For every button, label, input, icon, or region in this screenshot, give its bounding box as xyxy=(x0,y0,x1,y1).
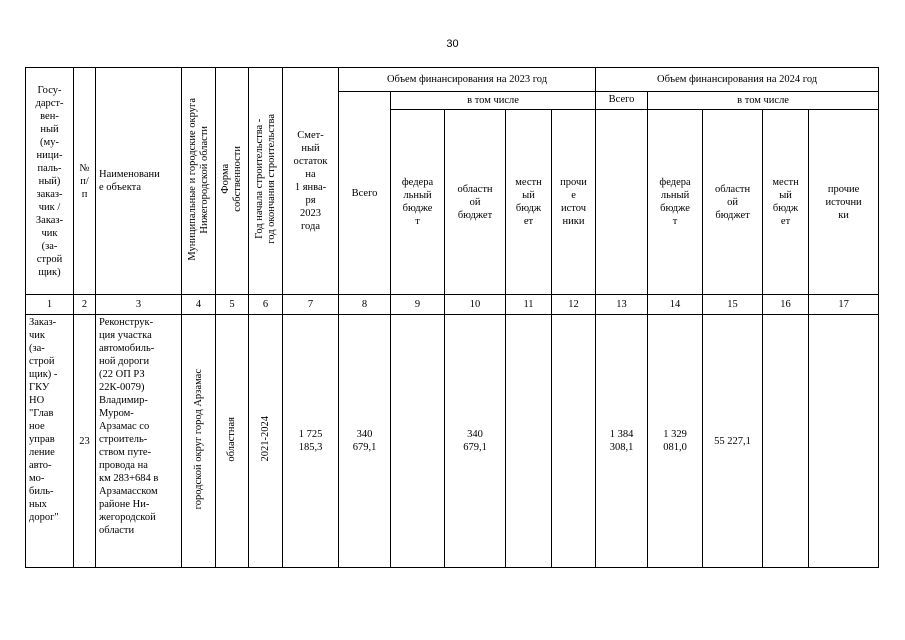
column-number: 15 xyxy=(703,295,763,315)
column-number: 13 xyxy=(596,295,648,315)
cell-remaining: 1 725 185,3 xyxy=(283,315,339,568)
header-total-2024: Всего xyxy=(596,92,648,110)
cell-municipality: городской округ город Арзамас xyxy=(182,315,216,568)
header-remaining: Смет- ный остаток на 1 янва- ря 2023 года xyxy=(283,68,339,295)
header-local-2023: местн ый бюдж ет xyxy=(506,110,552,295)
header-fin-2024: Объем финансирования на 2024 год xyxy=(596,68,879,92)
column-number: 8 xyxy=(339,295,391,315)
header-object-name: Наименовани е объекта xyxy=(96,68,182,295)
header-years: Год начала строительства - год окончания строительства xyxy=(249,68,283,295)
column-number: 12 xyxy=(552,295,596,315)
column-number: 16 xyxy=(763,295,809,315)
header-other-2024: прочие источни ки xyxy=(809,110,879,295)
cell-other-2023 xyxy=(552,315,596,568)
header-customer: Госу- дарст- вен- ный (му- ници- паль- ный) заказ- чик / Заказ- чик (за- строй щик) xyxy=(26,68,74,295)
cell-regional-2024: 55 227,1 xyxy=(703,315,763,568)
cell-total-2024: 1 384 308,1 xyxy=(596,315,648,568)
column-number: 9 xyxy=(391,295,445,315)
header-fin-2023: Объем финансирования на 2023 год xyxy=(339,68,596,92)
cell-customer: Заказ- чик (за- строй щик) - ГКУ НО "Глав ное управ ление авто- мо- биль- ных дорог" xyxy=(26,315,74,568)
header-federal-2024: федера льный бюдже т xyxy=(648,110,703,295)
header-number: № п/ п xyxy=(74,68,96,295)
cell-number: 23 xyxy=(74,315,96,568)
cell-regional-2023: 340 679,1 xyxy=(445,315,506,568)
column-number: 1 xyxy=(26,295,74,315)
column-number: 10 xyxy=(445,295,506,315)
header-local-2024: местн ый бюдж ет xyxy=(763,110,809,295)
column-number: 11 xyxy=(506,295,552,315)
column-number: 3 xyxy=(96,295,182,315)
header-including-2024: в том числе xyxy=(648,92,879,110)
cell-federal-2023 xyxy=(391,315,445,568)
header-municipality: Муниципальные и городские округа Нижегородской области xyxy=(182,68,216,295)
page-number: 30 xyxy=(446,38,459,50)
cell-federal-2024: 1 329 081,0 xyxy=(648,315,703,568)
column-number: 14 xyxy=(648,295,703,315)
financing-table xyxy=(25,67,879,568)
column-number: 4 xyxy=(182,295,216,315)
column-number: 17 xyxy=(809,295,879,315)
cell-years: 2021-2024 xyxy=(249,315,283,568)
column-number: 2 xyxy=(74,295,96,315)
column-number-row xyxy=(26,295,879,315)
cell-ownership: областная xyxy=(216,315,249,568)
header-total-2023: Всего xyxy=(339,92,391,295)
header-including-2023: в том числе xyxy=(391,92,596,110)
header-regional-2023: областн ой бюджет xyxy=(445,110,506,295)
header-other-2023: прочи е источ ники xyxy=(552,110,596,295)
column-number: 5 xyxy=(216,295,249,315)
cell-object-name: Реконструк- ция участка автомобиль- ной дороги (22 ОП РЗ 22К-0079) Владимир- Муром- Арзамас со строитель- ством путе- провода на км 283+684 в Арзамасском районе Ни- жегородской области xyxy=(96,315,182,568)
table-row xyxy=(26,315,879,568)
cell-local-2024 xyxy=(763,315,809,568)
column-number: 7 xyxy=(283,295,339,315)
cell-other-2024 xyxy=(809,315,879,568)
header-regional-2024: областн ой бюджет xyxy=(703,110,763,295)
column-number: 6 xyxy=(249,295,283,315)
header-ownership: Форма собственности xyxy=(216,68,249,295)
cell-total-2023: 340 679,1 xyxy=(339,315,391,568)
header-total-2024-blank xyxy=(596,110,648,295)
cell-local-2023 xyxy=(506,315,552,568)
header-federal-2023: федера льный бюдже т xyxy=(391,110,445,295)
